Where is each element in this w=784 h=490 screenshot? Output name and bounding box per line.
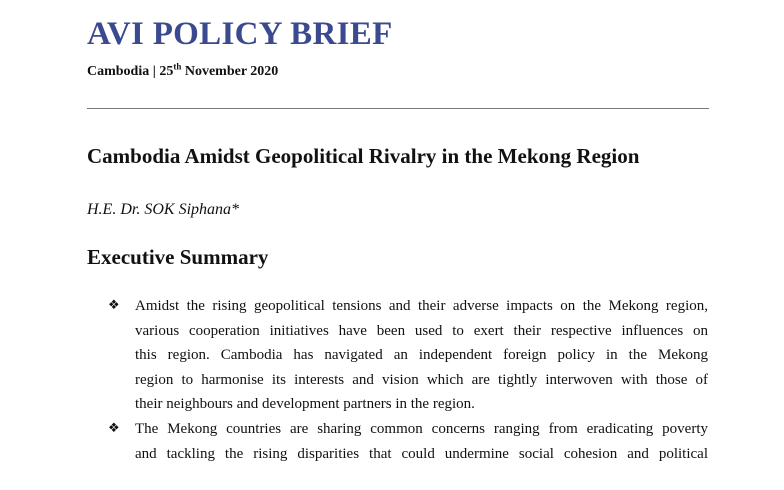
dateline-prefix: Cambodia | 25 xyxy=(87,64,174,79)
author-name: H.E. Dr. SOK Siphana* xyxy=(87,201,240,218)
summary-bullet-2 xyxy=(108,417,708,466)
four-diamond-bullet-icon: ❖ xyxy=(108,420,120,436)
executive-summary-heading: Executive Summary xyxy=(87,245,269,269)
bullet-1-line-1: Amidst the rising geopolitical tensions and their adverse impacts on the Mekong region, xyxy=(135,298,708,314)
bullet-2-line-2: and tackling the rising disparities that could undermine social cohesion and political xyxy=(135,445,708,462)
dateline-suffix: November 2020 xyxy=(181,64,279,79)
header-divider xyxy=(87,108,709,109)
executive-summary-list xyxy=(108,294,708,466)
brief-title: AVI POLICY BRIEF xyxy=(87,16,393,52)
bullet-1-line-5: their neighbours and development partners in the region. xyxy=(135,396,475,413)
bullet-1-line-4: region to harmonise its interests and vision which are tightly interwoven with those of xyxy=(135,371,708,388)
bullet-1-line-2: various cooperation initiatives have been used to exert their respective influences on xyxy=(135,322,708,339)
bullet-2-line-1: The Mekong countries are sharing common concerns ranging from eradicating poverty xyxy=(135,420,708,437)
bullet-1-line-3: this region. Cambodia has navigated an independent foreign policy in the Mekong xyxy=(135,347,708,364)
dateline xyxy=(87,61,279,81)
four-diamond-bullet-icon: ❖ xyxy=(108,298,120,313)
dateline-ordinal: th xyxy=(173,61,182,72)
article-title: Cambodia Amidst Geopolitical Rivalry in the Mekong Region xyxy=(87,144,640,168)
summary-bullet-1 xyxy=(108,294,708,417)
